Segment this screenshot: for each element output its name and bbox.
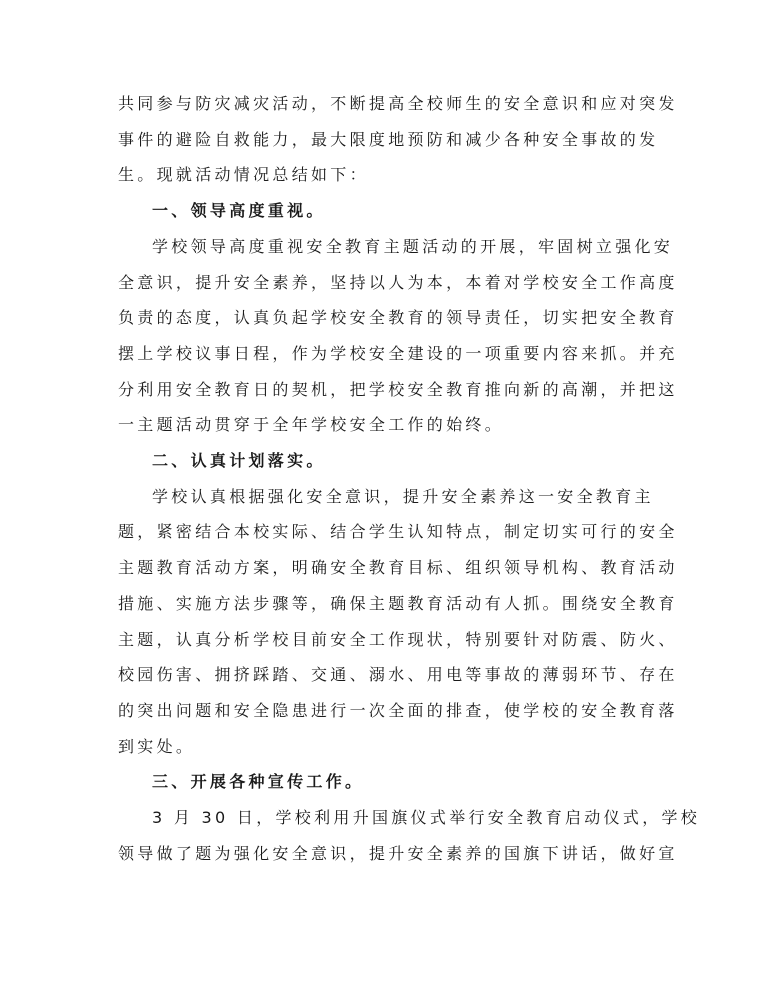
text-line: 主题教育活动方案，明确安全教育目标、组织领导机构、教育活动 [118, 558, 678, 578]
text-line: 的突出问题和安全隐患进行一次全面的排查，使学校的安全教育落 [118, 700, 678, 720]
text-line: 主题，认真分析学校目前安全工作现状，特别要针对防震、防火、 [118, 629, 678, 649]
paragraph [118, 229, 678, 443]
text-line: 一主题活动贯穿于全年学校安全工作的始终。 [118, 415, 505, 435]
paragraph [118, 800, 701, 871]
text-line: 负责的态度，认真负起学校安全教育的领导责任，切实把安全教育 [118, 308, 678, 328]
text-line: 学校领导高度重视安全教育主题活动的开展，牢固树立强化安 [152, 236, 674, 256]
heading-text: 三、开展各种宣传工作。 [152, 772, 365, 792]
text-line: 全意识，提升安全素养，坚持以人为本，本着对学校安全工作高度 [118, 272, 678, 292]
text-line: 事件的避险自救能力，最大限度地预防和减少各种安全事故的发 [118, 129, 659, 149]
text-line: 生。现就活动情况总结如下： [118, 165, 369, 185]
text-line: 分利用安全教育日的契机，把学校安全教育推向新的高潮，并把这 [118, 379, 678, 399]
document-page [118, 86, 701, 871]
section-heading [118, 193, 653, 229]
section-heading [118, 443, 653, 479]
text-line: 校园伤害、拥挤踩踏、交通、溺水、用电等事故的薄弱环节、存在 [118, 665, 678, 685]
text-line: 领导做了题为强化安全意识，提升安全素养的国旗下讲话，做好宣 [118, 843, 678, 863]
text-line: 题，紧密结合本校实际、结合学生认知特点，制定切实可行的安全 [118, 522, 678, 542]
text-line: 学校认真根据强化安全意识，提升安全素养这一安全教育主 [152, 486, 654, 506]
paragraph [118, 479, 678, 765]
text-line: 到实处。 [118, 736, 196, 756]
section-heading [118, 764, 653, 800]
text-line: 共同参与防灾减灾活动，不断提高全校师生的安全意识和应对突发 [118, 94, 678, 113]
text-line: 摆上学校议事日程，作为学校安全建设的一项重要内容来抓。并充 [118, 343, 678, 363]
paragraph [118, 86, 678, 193]
text-line: 3 月 30 日，学校利用升国旗仪式举行安全教育启动仪式，学校 [152, 808, 701, 828]
heading-text: 一、领导高度重视。 [152, 201, 326, 221]
heading-text: 二、认真计划落实。 [152, 451, 326, 471]
text-line: 措施、实施方法步骤等，确保主题教育活动有人抓。围绕安全教育 [118, 593, 678, 613]
